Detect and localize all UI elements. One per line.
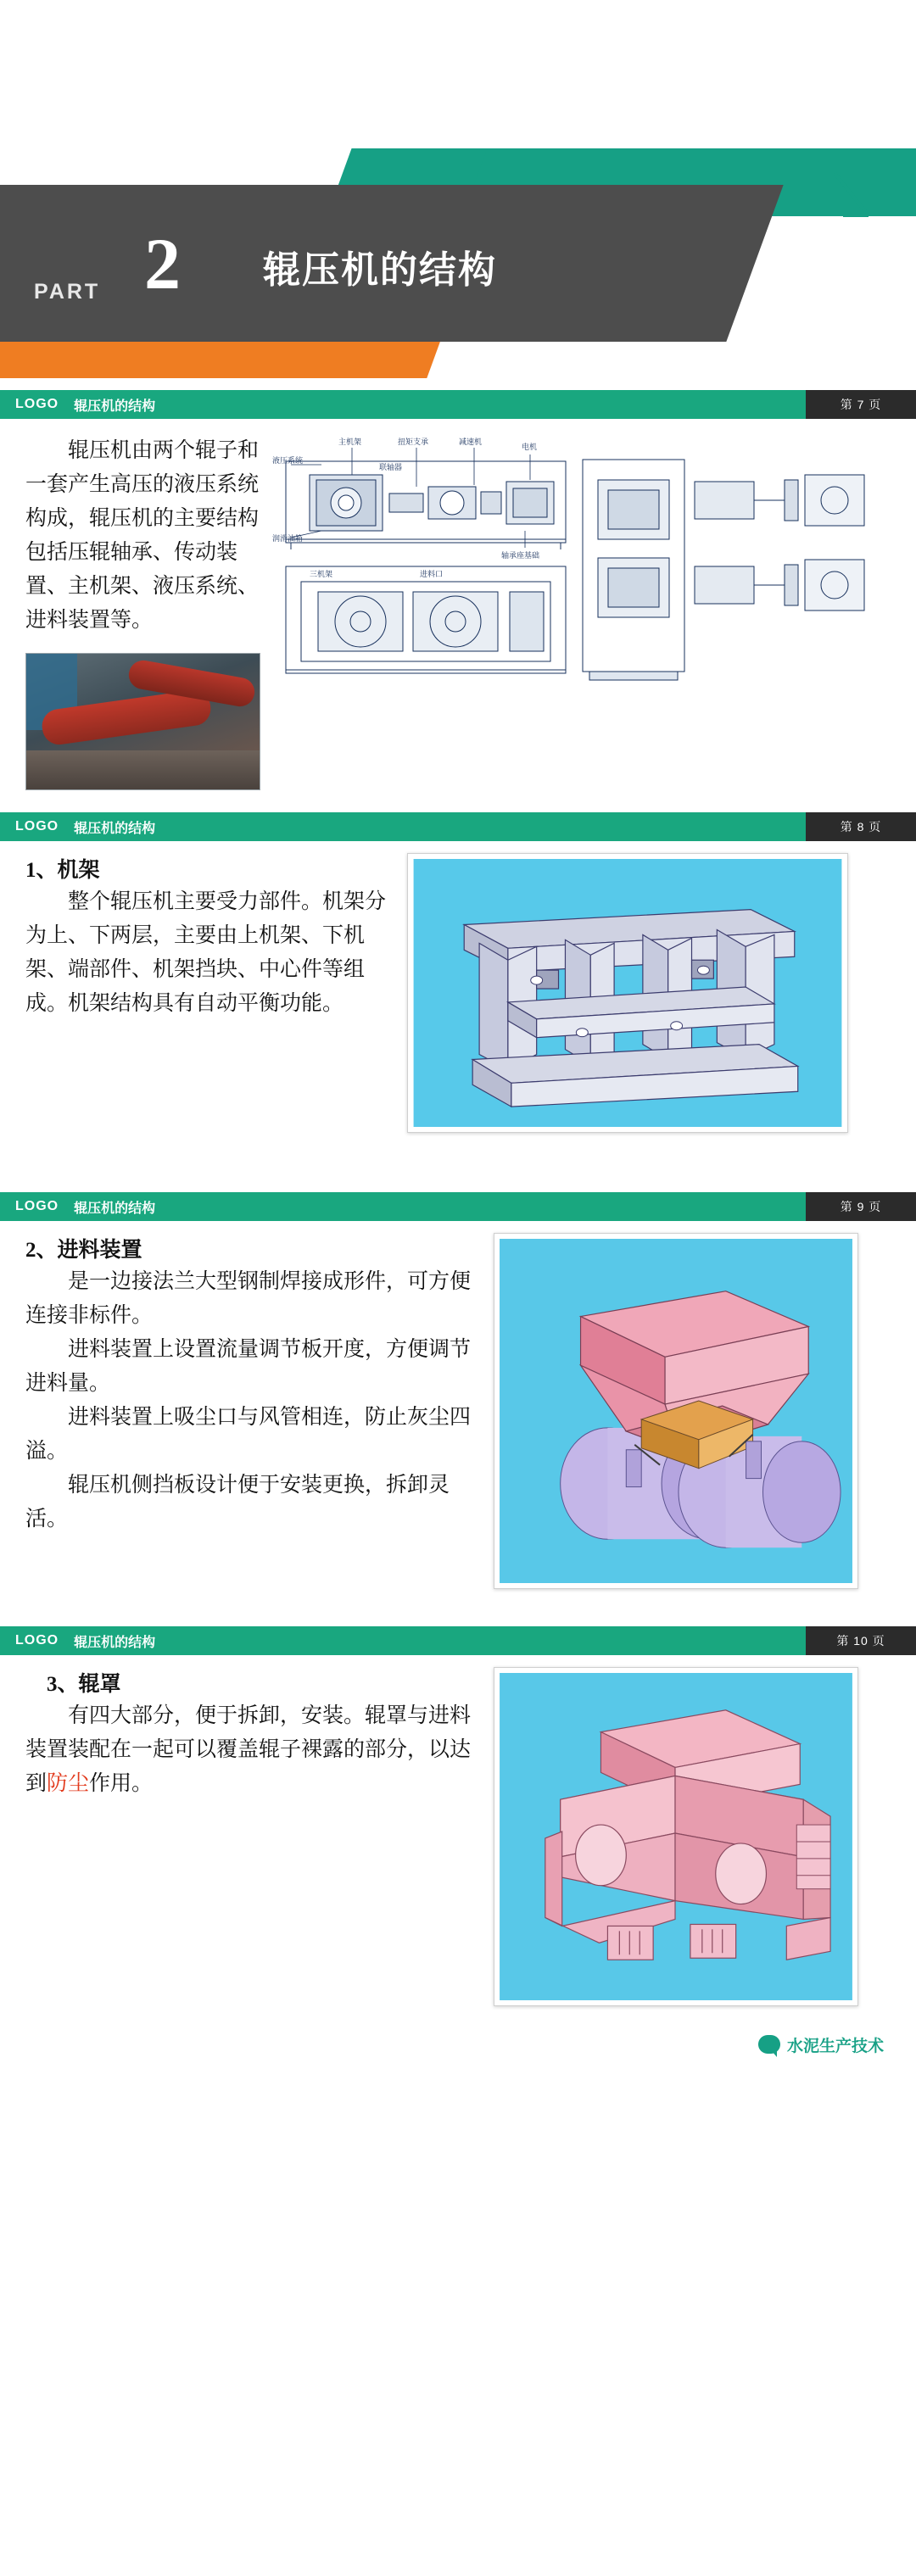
slide-8-logo: LOGO <box>15 819 59 834</box>
slide-7-paragraph: 辊压机由两个辊子和一套产生高压的液压系统构成，辊压机的主要结构包括压辊轴承、传动装置、主机架、液压系统、进料装置等。 <box>25 439 260 632</box>
slide-9-text-column <box>25 1233 483 1536</box>
slide-10 <box>0 1626 916 2015</box>
slide-8 <box>0 812 916 1141</box>
slide-10-bar-title: 辊压机的结构 <box>74 1635 156 1650</box>
slide-10-figure <box>494 1667 858 2006</box>
slide-10-page-tag: 第 10 页 <box>806 1626 916 1655</box>
svg-text:进料口: 进料口 <box>420 571 444 579</box>
svg-text:轴承座基础: 轴承座基础 <box>501 552 540 560</box>
slide-9-paragraph-4: 辊压机侧挡板设计便于安装更换，拆卸灵活。 <box>25 1474 450 1531</box>
svg-text:扭矩支承: 扭矩支承 <box>398 438 429 447</box>
svg-text:主机架: 主机架 <box>338 438 362 447</box>
arrow-down-icon <box>826 166 877 226</box>
slide-7-logo: LOGO <box>15 397 59 411</box>
slide-8-text-column <box>25 853 390 1021</box>
svg-text:润滑油箱: 润滑油箱 <box>272 535 304 544</box>
slide-7-body <box>0 419 916 799</box>
banner-orange-band <box>0 339 441 378</box>
slide-7-text-column <box>25 431 259 790</box>
slide-10-logo: LOGO <box>15 1633 59 1648</box>
svg-text:三机架: 三机架 <box>310 571 333 579</box>
slide-9-heading: 2、进料装置 <box>25 1239 142 1262</box>
slide-7-photo <box>25 653 260 790</box>
slide-9-paragraph-2: 进料装置上设置流量调节板开度，方便调节进料量。 <box>25 1338 472 1395</box>
roller-press-assembly-drawing <box>271 431 881 685</box>
wechat-icon <box>758 2035 780 2054</box>
footer <box>0 2015 916 2074</box>
part-banner <box>0 0 916 339</box>
slide-7 <box>0 390 916 799</box>
svg-text:联轴器: 联轴器 <box>379 464 403 472</box>
part-number: 2 <box>144 223 181 304</box>
slide-10-heading: 3、辊罩 <box>47 1673 121 1696</box>
slide-10-body <box>0 1655 916 2015</box>
svg-text:减速机: 减速机 <box>459 438 483 447</box>
slide-8-heading: 1、机架 <box>25 859 100 882</box>
slide-7-bar-title: 辊压机的结构 <box>74 399 156 414</box>
part-title: 辊压机的结构 <box>263 249 497 291</box>
slide-8-paragraph: 整个辊压机主要受力部件。机架分为上、下两层，主要由上机架、下机架、端部件、机架挡块、中心件等组成。机架结构具有自动平衡功能。 <box>25 890 387 1015</box>
slide-9-bar-title: 辊压机的结构 <box>74 1201 156 1216</box>
slide-7-bar <box>0 390 916 419</box>
wechat-account <box>758 2033 884 2056</box>
slide-10-text-column <box>25 1667 483 1801</box>
slide-9-body <box>0 1221 916 1597</box>
slide-7-diagram-column <box>271 431 891 689</box>
slide-9-page-tag: 第 9 页 <box>806 1192 916 1221</box>
slide-9 <box>0 1192 916 1597</box>
svg-text:电机: 电机 <box>522 443 538 452</box>
feeding-device-3d-drawing <box>500 1239 852 1583</box>
wechat-account-name: 水泥生产技术 <box>786 2037 884 2055</box>
slide-10-highlight: 防尘 <box>47 1772 90 1795</box>
part-label: PART <box>34 280 101 304</box>
slide-7-page-tag: 第 7 页 <box>806 390 916 419</box>
slide-8-bar-title: 辊压机的结构 <box>74 821 156 836</box>
slide-9-paragraph-1: 是一边接法兰大型钢制焊接成形件，可方便连接非标件。 <box>25 1270 472 1327</box>
slide-9-logo: LOGO <box>15 1199 59 1213</box>
slide-9-bar <box>0 1192 916 1221</box>
frame-3d-drawing <box>413 859 842 1127</box>
slide-8-body <box>0 841 916 1141</box>
slide-9-paragraph-3: 进料装置上吸尘口与风管相连，防止灰尘四溢。 <box>25 1406 472 1463</box>
slide-10-bar <box>0 1626 916 1655</box>
slide-10-paragraph-post: 作用。 <box>89 1772 154 1795</box>
roller-cover-3d-drawing <box>500 1673 852 2000</box>
slide-8-bar <box>0 812 916 841</box>
slide-10-paragraph-pre: 有四大部分，便于拆卸，安装。辊罩与进料装置装配在一起可以覆盖辊子裸露的部分，以达到 <box>25 1704 472 1795</box>
slide-8-figure <box>407 853 848 1133</box>
svg-text:液压系统: 液压系统 <box>272 457 304 466</box>
slide-9-figure <box>494 1233 858 1589</box>
slide-8-page-tag: 第 8 页 <box>806 812 916 841</box>
